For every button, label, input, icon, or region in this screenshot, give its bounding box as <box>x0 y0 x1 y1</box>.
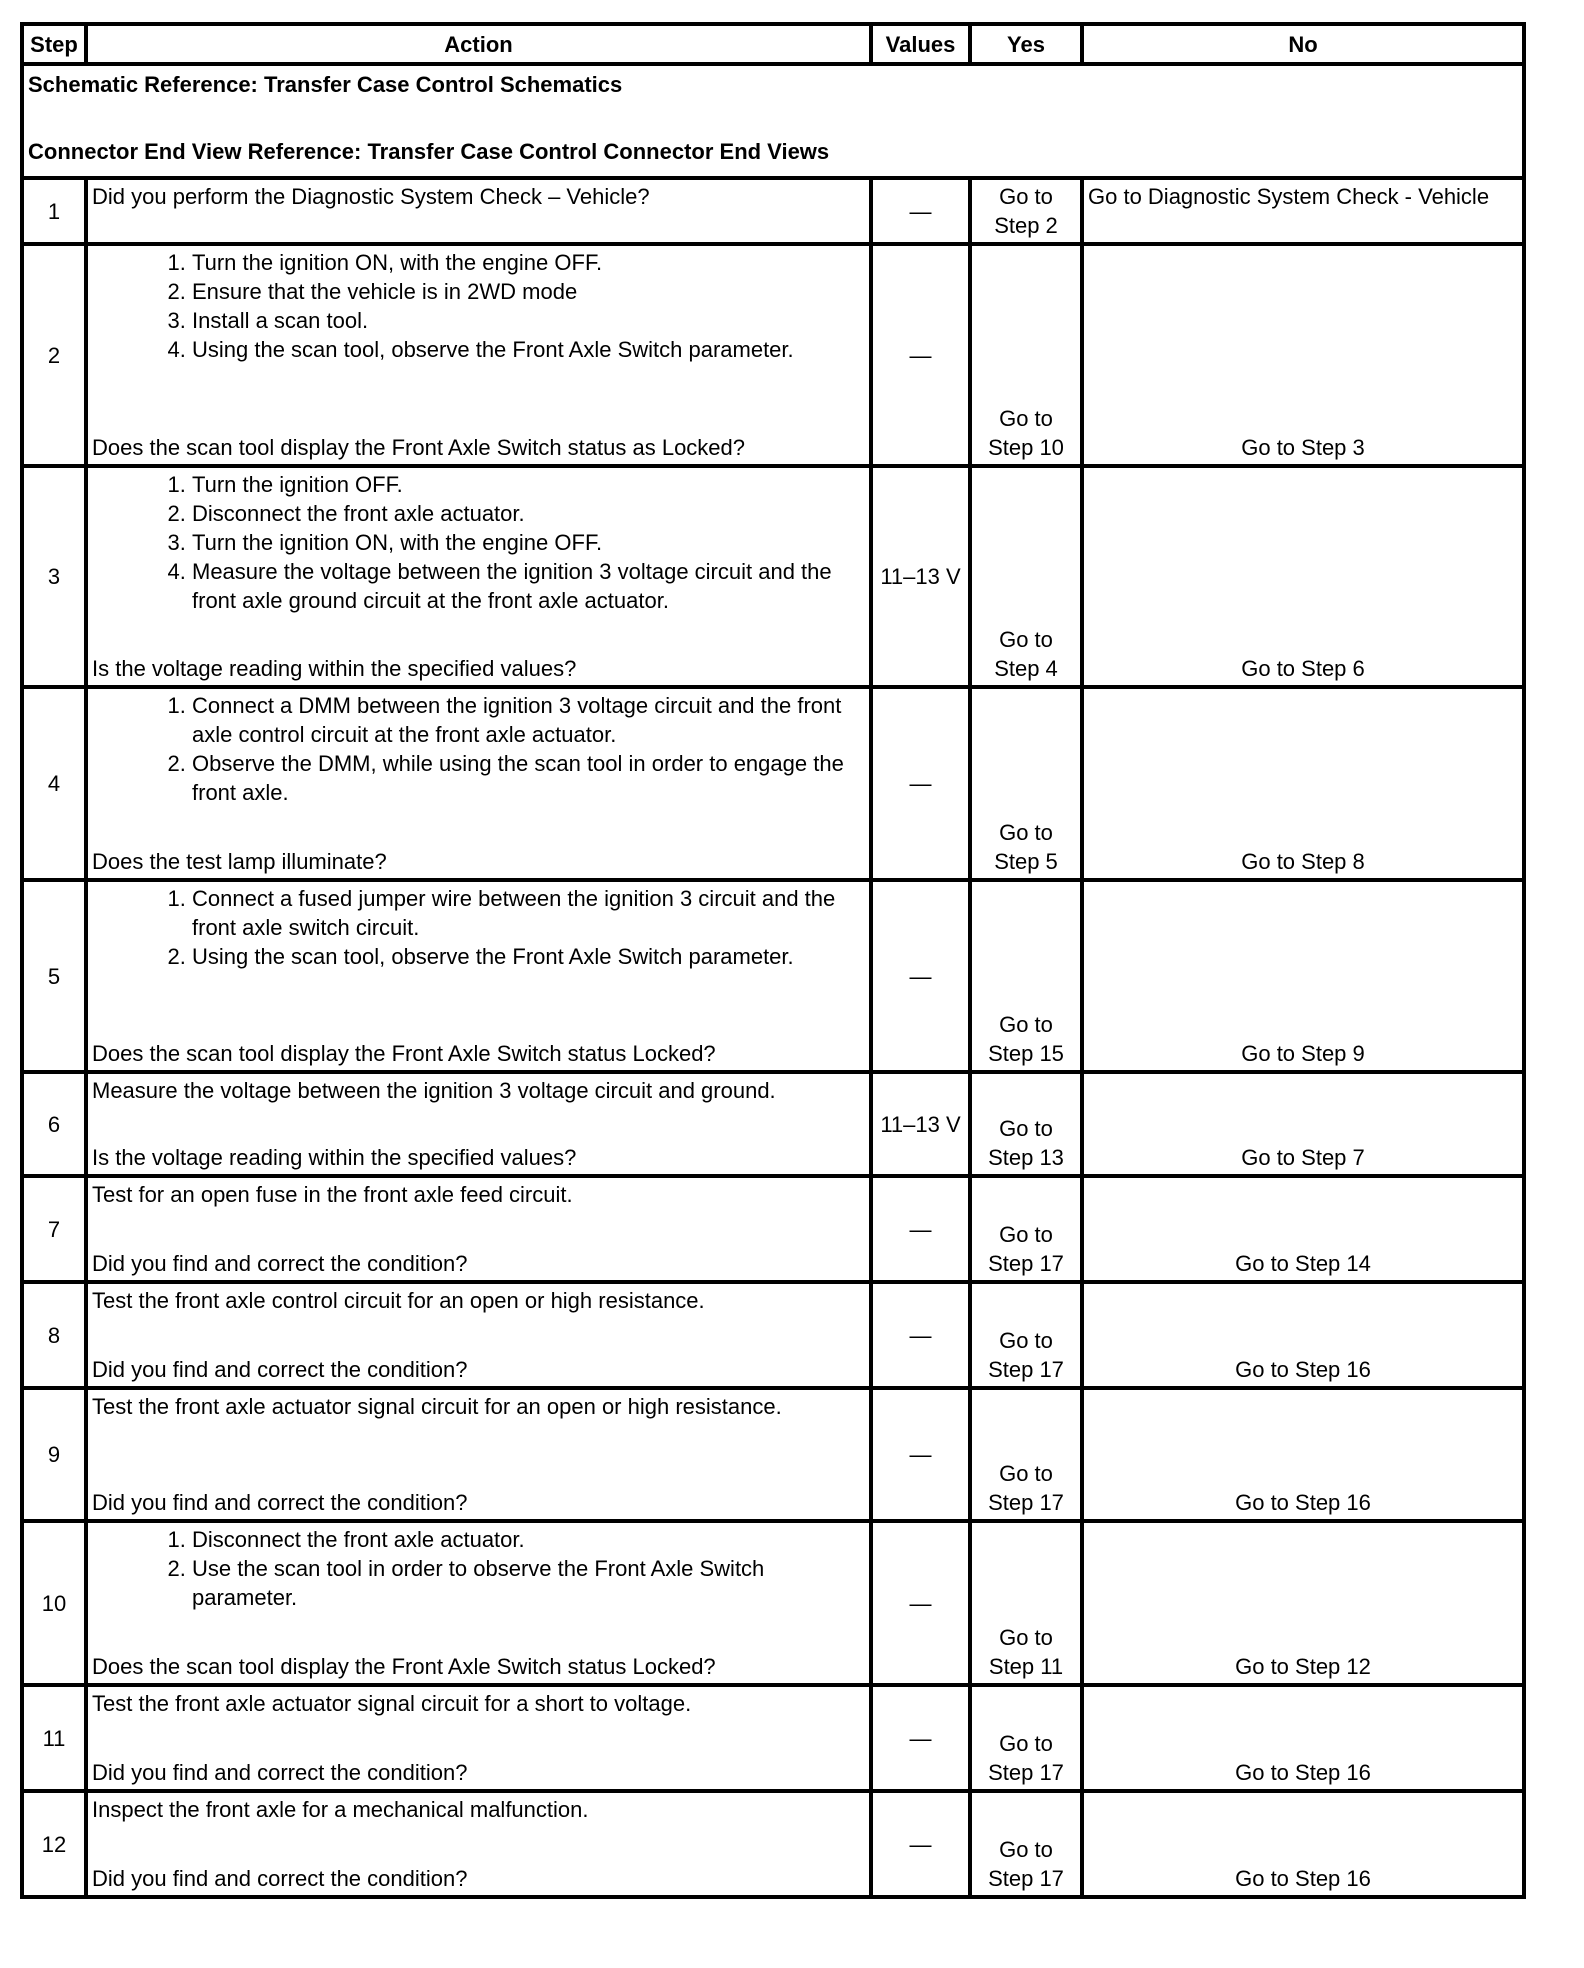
values-cell: — <box>871 1176 970 1282</box>
no-link[interactable]: Go to Step 16 <box>1082 1791 1524 1897</box>
action-question: Does the scan tool display the Front Axle Switch status Locked? <box>92 1041 716 1066</box>
yes-link[interactable]: Go to Step 17 <box>970 1685 1082 1791</box>
instruction-item: 4. Using the scan tool, observe the Front Axle Switch parameter. <box>192 335 865 364</box>
values-cell: — <box>871 1388 970 1521</box>
instruction-list <box>92 884 865 971</box>
yes-link[interactable]: Go to Step 11 <box>970 1521 1082 1685</box>
table-row <box>22 1072 1524 1176</box>
table-row <box>22 244 1524 466</box>
no-link[interactable]: Go to Step 9 <box>1082 880 1524 1072</box>
no-link[interactable]: Go to Diagnostic System Check - Vehicle <box>1082 178 1524 244</box>
instruction-item: 2. Disconnect the front axle actuator. <box>192 499 865 528</box>
no-link[interactable]: Go to Step 6 <box>1082 466 1524 687</box>
values-cell: — <box>871 687 970 880</box>
no-link[interactable]: Go to Step 3 <box>1082 244 1524 466</box>
yes-link[interactable]: Go to Step 15 <box>970 880 1082 1072</box>
yes-link[interactable]: Go to Step 17 <box>970 1176 1082 1282</box>
yes-link[interactable]: Go to Step 17 <box>970 1388 1082 1521</box>
instruction-item: 1. Disconnect the front axle actuator. <box>192 1525 865 1554</box>
no-link[interactable]: Go to Step 8 <box>1082 687 1524 880</box>
action-text: Measure the voltage between the ignition 3 voltage circuit and ground. <box>92 1078 776 1103</box>
step-number: 12 <box>22 1791 86 1897</box>
instruction-item: 2. Observe the DMM, while using the scan tool in order to engage the front axle. <box>192 749 865 807</box>
yes-link[interactable]: Go to Step 2 <box>970 178 1082 244</box>
header-action: Action <box>86 24 871 64</box>
table-row <box>22 1521 1524 1685</box>
no-link[interactable]: Go to Step 16 <box>1082 1388 1524 1521</box>
step-number: 5 <box>22 880 86 1072</box>
table-row <box>22 1685 1524 1791</box>
diagnostic-table <box>20 22 1526 1899</box>
values-cell: — <box>871 880 970 1072</box>
action-question: Did you find and correct the condition? <box>92 1357 468 1382</box>
instruction-item: 1. Connect a fused jumper wire between the ignition 3 circuit and the front axle switch circuit. <box>192 884 865 942</box>
yes-link[interactable]: Go to Step 5 <box>970 687 1082 880</box>
yes-link[interactable]: Go to Step 17 <box>970 1282 1082 1388</box>
header-no: No <box>1082 24 1524 64</box>
header-values: Values <box>871 24 970 64</box>
table-row <box>22 1176 1524 1282</box>
values-cell: 11–13 V <box>871 1072 970 1176</box>
step-number: 3 <box>22 466 86 687</box>
no-link[interactable]: Go to Step 16 <box>1082 1685 1524 1791</box>
header-step: Step <box>22 24 86 64</box>
instruction-list <box>92 691 865 807</box>
values-cell: — <box>871 178 970 244</box>
header-yes: Yes <box>970 24 1082 64</box>
action-question: Did you find and correct the condition? <box>92 1251 468 1276</box>
action-text: Test the front axle actuator signal circuit for a short to voltage. <box>92 1691 692 1716</box>
step-number: 8 <box>22 1282 86 1388</box>
action-question: Did you find and correct the condition? <box>92 1866 468 1891</box>
header-row <box>22 24 1524 64</box>
instruction-list <box>92 470 865 615</box>
action-question: Did you perform the Diagnostic System Check – Vehicle? <box>92 184 650 209</box>
table-row <box>22 880 1524 1072</box>
action-text: Test the front axle actuator signal circuit for an open or high resistance. <box>92 1394 782 1419</box>
step-number: 4 <box>22 687 86 880</box>
yes-link[interactable]: Go to Step 17 <box>970 1791 1082 1897</box>
connector-reference: Connector End View Reference: Transfer Case Control Connector End Views <box>28 139 830 164</box>
action-question: Does the scan tool display the Front Axle Switch status Locked? <box>92 1654 716 1679</box>
table-row <box>22 687 1524 880</box>
no-link[interactable]: Go to Step 14 <box>1082 1176 1524 1282</box>
step-number: 11 <box>22 1685 86 1791</box>
instruction-item: 2. Use the scan tool in order to observe the Front Axle Switch parameter. <box>192 1554 865 1612</box>
action-question: Does the scan tool display the Front Axle Switch status as Locked? <box>92 435 746 460</box>
table-row <box>22 1282 1524 1388</box>
step-number: 2 <box>22 244 86 466</box>
table-row <box>22 1388 1524 1521</box>
action-question: Did you find and correct the condition? <box>92 1490 468 1515</box>
step-number: 9 <box>22 1388 86 1521</box>
schematic-reference: Schematic Reference: Transfer Case Control Schematics <box>28 72 623 97</box>
instruction-item: 1. Turn the ignition ON, with the engine OFF. <box>192 248 865 277</box>
instruction-item: 1. Connect a DMM between the ignition 3 voltage circuit and the front axle control circuit at the front axle actuator. <box>192 691 865 749</box>
step-number: 7 <box>22 1176 86 1282</box>
table-row <box>22 1791 1524 1897</box>
action-text: Test the front axle control circuit for an open or high resistance. <box>92 1288 705 1313</box>
values-cell: — <box>871 244 970 466</box>
no-link[interactable]: Go to Step 16 <box>1082 1282 1524 1388</box>
instruction-item: 4. Measure the voltage between the ignition 3 voltage circuit and the front axle ground circuit at the front axle actuator. <box>192 557 865 615</box>
values-cell: — <box>871 1282 970 1388</box>
action-text: Inspect the front axle for a mechanical malfunction. <box>92 1797 589 1822</box>
no-link[interactable]: Go to Step 12 <box>1082 1521 1524 1685</box>
step-number: 6 <box>22 1072 86 1176</box>
yes-link[interactable]: Go to Step 13 <box>970 1072 1082 1176</box>
reference-row <box>22 64 1524 178</box>
instruction-list <box>92 1525 865 1612</box>
yes-link[interactable]: Go to Step 10 <box>970 244 1082 466</box>
step-number: 1 <box>22 178 86 244</box>
table-row <box>22 178 1524 244</box>
values-cell: — <box>871 1791 970 1897</box>
action-text: Test for an open fuse in the front axle feed circuit. <box>92 1182 573 1207</box>
action-question: Is the voltage reading within the specified values? <box>92 1145 577 1170</box>
table-row <box>22 466 1524 687</box>
action-question: Is the voltage reading within the specified values? <box>92 656 577 681</box>
instruction-item: 2. Using the scan tool, observe the Front Axle Switch parameter. <box>192 942 865 971</box>
instruction-list <box>92 248 865 364</box>
step-number: 10 <box>22 1521 86 1685</box>
instruction-item: 1. Turn the ignition OFF. <box>192 470 865 499</box>
values-cell: 11–13 V <box>871 466 970 687</box>
action-question: Did you find and correct the condition? <box>92 1760 468 1785</box>
values-cell: — <box>871 1521 970 1685</box>
instruction-item: 3. Install a scan tool. <box>192 306 865 335</box>
yes-link[interactable]: Go to Step 4 <box>970 466 1082 687</box>
instruction-item: 3. Turn the ignition ON, with the engine OFF. <box>192 528 865 557</box>
action-question: Does the test lamp illuminate? <box>92 849 387 874</box>
instruction-item: 2. Ensure that the vehicle is in 2WD mode <box>192 277 865 306</box>
values-cell: — <box>871 1685 970 1791</box>
no-link[interactable]: Go to Step 7 <box>1082 1072 1524 1176</box>
